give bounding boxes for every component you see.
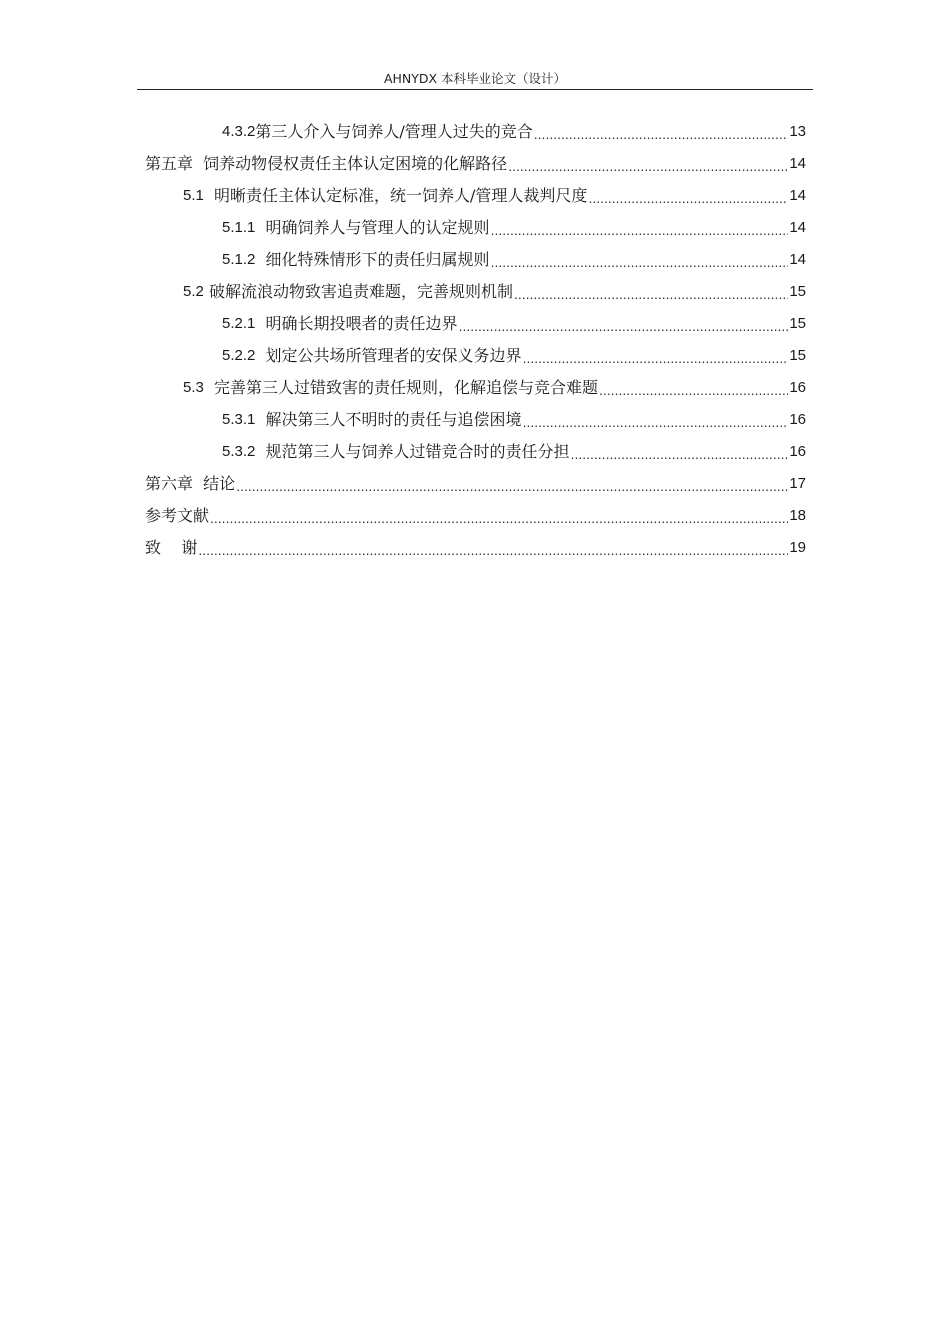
running-header: AHNYDX 本科毕业论文（设计） <box>383 71 567 86</box>
toc-entry-page: 14 <box>789 155 806 172</box>
toc-entry[interactable] <box>145 308 806 340</box>
toc-entry-number: 5.3.1 <box>222 411 256 428</box>
dot-leader <box>508 148 788 180</box>
toc-entry-number: 5.1 <box>183 187 204 204</box>
toc-entry[interactable] <box>145 372 806 404</box>
dot-leader <box>588 180 788 212</box>
toc-entry[interactable] <box>145 180 806 212</box>
toc-entry-number: 5.1.2 <box>222 251 256 268</box>
toc-entry-title: 划定公共场所管理者的安保义务边界 <box>255 346 522 365</box>
toc-entry-title: 细化特殊情形下的责任归属规则 <box>255 250 490 269</box>
toc-entry[interactable] <box>145 532 806 564</box>
toc-entry-page: 15 <box>789 347 806 364</box>
dot-leader <box>523 340 789 372</box>
toc-entry-number: 5.2.1 <box>222 315 256 332</box>
dot-leader <box>198 532 788 564</box>
toc-entry-page: 14 <box>789 251 806 268</box>
dot-leader <box>459 308 789 340</box>
toc-entry-title: 明确长期投喂者的责任边界 <box>255 314 458 333</box>
toc-entry-number: 5.3.2 <box>222 443 256 460</box>
toc-entry-number: 5.2.2 <box>222 347 256 364</box>
toc-entry-page: 13 <box>789 123 806 140</box>
dot-leader <box>534 116 789 148</box>
dot-leader <box>599 372 788 404</box>
toc-entry-page: 14 <box>789 187 806 204</box>
dot-leader <box>210 500 788 532</box>
toc-entry[interactable] <box>145 116 806 148</box>
toc-entry-number: 5.3 <box>183 379 204 396</box>
toc-entry-page: 18 <box>789 507 806 524</box>
toc-entry[interactable] <box>145 340 806 372</box>
toc-entry[interactable] <box>145 500 806 532</box>
toc-entry-title: 明晰责任主体认定标准，统一饲养人/管理人裁判尺度 <box>203 186 588 205</box>
toc-entry-title: 破解流浪动物致害追责难题，完善规则机制 <box>203 282 513 301</box>
toc-entry[interactable] <box>145 276 806 308</box>
dot-leader <box>491 244 789 276</box>
dot-leader <box>571 436 789 468</box>
toc-entry-page: 16 <box>789 379 806 396</box>
dot-leader <box>491 212 789 244</box>
toc-entry-page: 15 <box>789 283 806 300</box>
toc-entry-number: 5.1.1 <box>222 219 256 236</box>
toc-entry-page: 14 <box>789 219 806 236</box>
toc-entry-page: 15 <box>789 315 806 332</box>
toc-entry-title: 完善第三人过错致害的责任规则，化解追偿与竞合难题 <box>203 378 599 397</box>
header-rule <box>137 89 813 90</box>
toc-entry-page: 16 <box>789 443 806 460</box>
toc-entry-title: 明确饲养人与管理人的认定规则 <box>255 218 490 237</box>
toc-entry-page: 16 <box>789 411 806 428</box>
dot-leader <box>523 404 789 436</box>
toc-entry[interactable] <box>145 468 806 500</box>
toc-entry[interactable] <box>145 212 806 244</box>
dot-leader <box>514 276 788 308</box>
toc-entry[interactable] <box>145 404 806 436</box>
toc-entry-title: 第六章 结论 <box>145 474 236 493</box>
toc-entry-title: 致 谢 <box>145 538 198 557</box>
toc-entry[interactable] <box>145 436 806 468</box>
toc-entry-title: 第三人介入与饲养人/管理人过失的竞合 <box>255 122 533 141</box>
toc-entry-page: 17 <box>789 475 806 492</box>
toc-entry[interactable] <box>145 244 806 276</box>
toc-entry-number: 4.3.2 <box>222 123 256 140</box>
table-of-contents <box>145 116 806 564</box>
toc-entry-page: 19 <box>789 539 806 556</box>
toc-entry-title: 解决第三人不明时的责任与追偿困境 <box>255 410 522 429</box>
toc-entry[interactable] <box>145 148 806 180</box>
toc-entry-title: 第五章 饲养动物侵权责任主体认定困境的化解路径 <box>145 154 508 173</box>
toc-entry-number: 5.2 <box>183 283 204 300</box>
dot-leader <box>236 468 788 500</box>
toc-entry-title: 规范第三人与饲养人过错竞合时的责任分担 <box>255 442 570 461</box>
toc-entry-title: 参考文献 <box>145 506 210 525</box>
